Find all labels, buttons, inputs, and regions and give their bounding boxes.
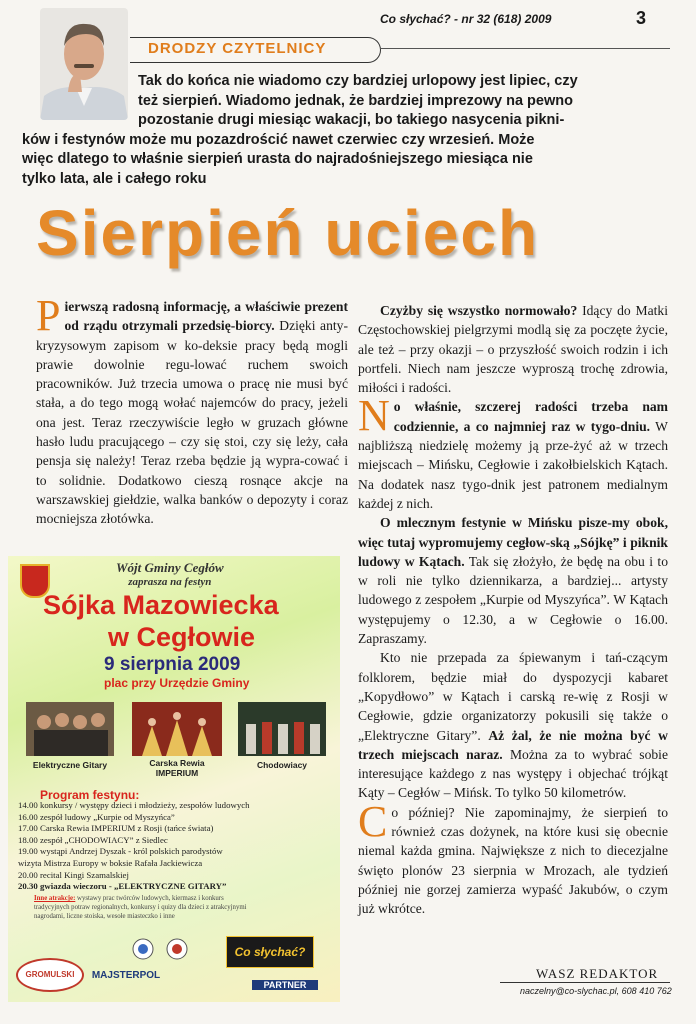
attractions-label: Inne atrakcje: [34, 895, 76, 902]
paragraph-bold: Aż żal, że nie można być w trzech miejscach naraz. [358, 727, 668, 762]
program-item: wizyta Mistrza Europy w boksie Rafała Jackiewicza [18, 857, 203, 868]
program-item: 16.00 zespół ludowy „Kurpie od Myszyńca” [18, 811, 175, 822]
paragraph-text: Dzięki anty-kryzysowym zapisom w ko-deksie pracy będą mogli prawie dowolnie regu-lować ruchem swoich pracowników. Już trzecia umowa o pracę nie musi być stała, a do tego mogą wołać najemców do pracy, jeżeli ona jest. Teraz rzeczywiście legło w gruzach główne hasło ludu pracującego – czy się stoi, czy się leży, cała pensja się należy! Teraz rzeba będzie ją wypra-cować i to solidnie. Dodatkowo cieszą rosnące akcje na warszawskiej giełdzie, walka banków o depozyty i coraz mocniejsza złotówka. [36, 318, 348, 527]
program-item: 18.00 zespół „CHODOWIACY” z Siedlec [18, 834, 168, 845]
program-item: 20.30 gwiazda wieczoru - „ELEKTRYCZNE GITARY” [18, 881, 227, 892]
folk-group-photo-icon [238, 702, 326, 756]
program-heading: Program festynu: [40, 788, 140, 802]
poster-title: Sójka Mazowiecka [43, 590, 279, 620]
attractions [34, 894, 254, 921]
poster-organizer [116, 560, 224, 590]
sponsor-logo: GROMULSKI [16, 958, 84, 992]
divider [380, 48, 670, 49]
intro-line: też sierpień. Wiadomo jednak, że bardziej imprezowy na pewno [138, 92, 573, 109]
program-item: 14.00 konkursy / występy dzieci i młodzieży, zespołów ludowych [18, 800, 250, 810]
dropcap: P [36, 291, 61, 340]
lead-bold: ierwszą radosną informację, a właściwie prezent od rządu otrzymali przedsię-biorcy. [64, 299, 348, 334]
poster-subtitle: w Cegłowie [108, 622, 256, 652]
attractions-text: wystawy prac twórców ludowych, kiermasz i konkurs tradycyjnych potraw regionalnych, konkursy i quizy dla dzieci z atrakcyjnymi nagrodami, liczne stoiska, wesołe miasteczko i inne [34, 895, 247, 920]
paragraph-text: o później? Nie zapominajmy, że sierpień to również czas dożynek, na które kusi się obecnie niemal każda gmina. Największe z nich to diecezjalne święto plonów 23 sierpnia w Mrozach, ale tydzień później nie gorzej zamierza wypaść Jakubów, o czym już wkrótce. [358, 804, 668, 917]
paragraph-text: Tak się złożyło, że będę na obu i to w roli nie tylko dziennikarza, a bardziej... artysty ludowego z zespołem „Kurpie od Myszyńca”. W Kątach występujemy o 12.30, a w Cegłowie o 16.00. Zapraszamy. [358, 553, 668, 647]
right-column [358, 301, 668, 919]
thumb-caption: Chodowiacy [256, 760, 308, 770]
paragraph-bold: o właśnie, szczerej radości trzeba nam codziennie, a co najmniej raz w tygo-dniu. [393, 399, 668, 434]
program-item: 19.00 wystąpi Andrzej Dyszak - król polskich parodystów [18, 846, 223, 857]
poster-wojt: Wójt Gminy Cegłów [116, 560, 224, 575]
article-headline: Sierpień uciech [36, 197, 540, 269]
thumb-caption: Elektryczne Gitary [32, 760, 108, 770]
paragraph-bold: Czyżby się wszystko normowało? [380, 303, 578, 318]
paragraph-text: W najbliższą niedzielę możemy ją prze-żyć aż w trzech miejscach – Mińsku, Cegłowie i zakołbielskich Kątach. Na dodatek nasz tygo-dnik jest patronem medialnym każdej z nich. [358, 418, 668, 511]
intro-line: ków i festynów może mu pozazdrościć nawet czerwiec czy wrzesień. Może [22, 131, 535, 148]
editor-contact: naczelny@co-slychac.pl, 608 410 762 [520, 986, 672, 996]
paragraph-text: Można za to wybrać sobie interesujące każdego z nas występy i objechać trójkąt Kąty – Cegłów – Mińsk. To tylko 50 kilometrów. [358, 746, 668, 801]
dance-photo-icon [132, 702, 222, 756]
paragraph-text: Idący do Matki Częstochowskiej pielgrzymi modlą się za poczęte życie, ale też – przy okazji – o przyszłość swoich rodzin i ich portfeli. Niech nam jeszcze wyproszą trochę zdrowia, miłości i radości. [358, 303, 668, 396]
intro-lead [22, 72, 672, 189]
poster-place: plac przy Urzędzie Gminy [104, 676, 250, 690]
sponsor-logo: MAJSTERPOL [91, 970, 161, 981]
page-number: 3 [636, 8, 647, 28]
section-title: DRODZY CZYTELNICY [148, 40, 327, 57]
intro-line: Tak do końca nie wiadomo czy bardziej urlopowy jest lipiec, czy [138, 73, 578, 89]
left-column [36, 291, 348, 529]
badge-icon [166, 938, 188, 960]
program-item: 17.00 Carska Rewia IMPERIUM z Rosji (tańce świata) [18, 823, 214, 834]
band-photo-icon [26, 702, 114, 756]
sponsor-logo: Co słychać? [226, 936, 314, 968]
dropcap: N [358, 391, 390, 441]
badge-icon [132, 938, 154, 960]
divider [500, 982, 670, 983]
poster-invite: zaprasza na festyn [128, 576, 212, 588]
festival-poster [8, 556, 340, 1002]
sponsor-logo: PARTNER [252, 980, 318, 990]
thumb-caption: Carska Rewia IMPERIUM [149, 758, 205, 778]
program-item: 20.00 recital Kingi Szamalskiej [18, 869, 129, 880]
intro-line: pozostanie drugi miesiąc wakacji, bo takiego nasycenia pikni- [138, 112, 565, 128]
intro-line: więc dlatego to właśnie sierpień urasta do najradośniejszego miesiąca nie [22, 151, 533, 167]
editor-signature: WASZ REDAKTOR [536, 966, 659, 981]
intro-line: tylko lata, ale i całego roku [22, 170, 207, 187]
program-list [18, 800, 336, 893]
paragraph-text: Kto nie przepada za śpiewanym i tań-czącym folklorem, będzie miał do dyspozycji kabaret „Kopydłowo” w Kątach i carską re-wię z Rosji w Cegłowie, gdzie organizatorzy pokusili się także o „Elektryczne Gitary”. [358, 650, 668, 743]
issue-meta: Co słychać? - nr 32 (618) 2009 [380, 12, 552, 26]
poster-date: 9 sierpnia 2009 [104, 654, 241, 675]
dropcap: C [358, 796, 388, 846]
section-tag [130, 37, 381, 63]
paragraph-bold: O mlecznym festynie w Mińsku pisze-my obok, więc tutaj wypromujemy cegłow-ską „Sójkę” i piknik ludowy w Kątach. [358, 515, 668, 569]
